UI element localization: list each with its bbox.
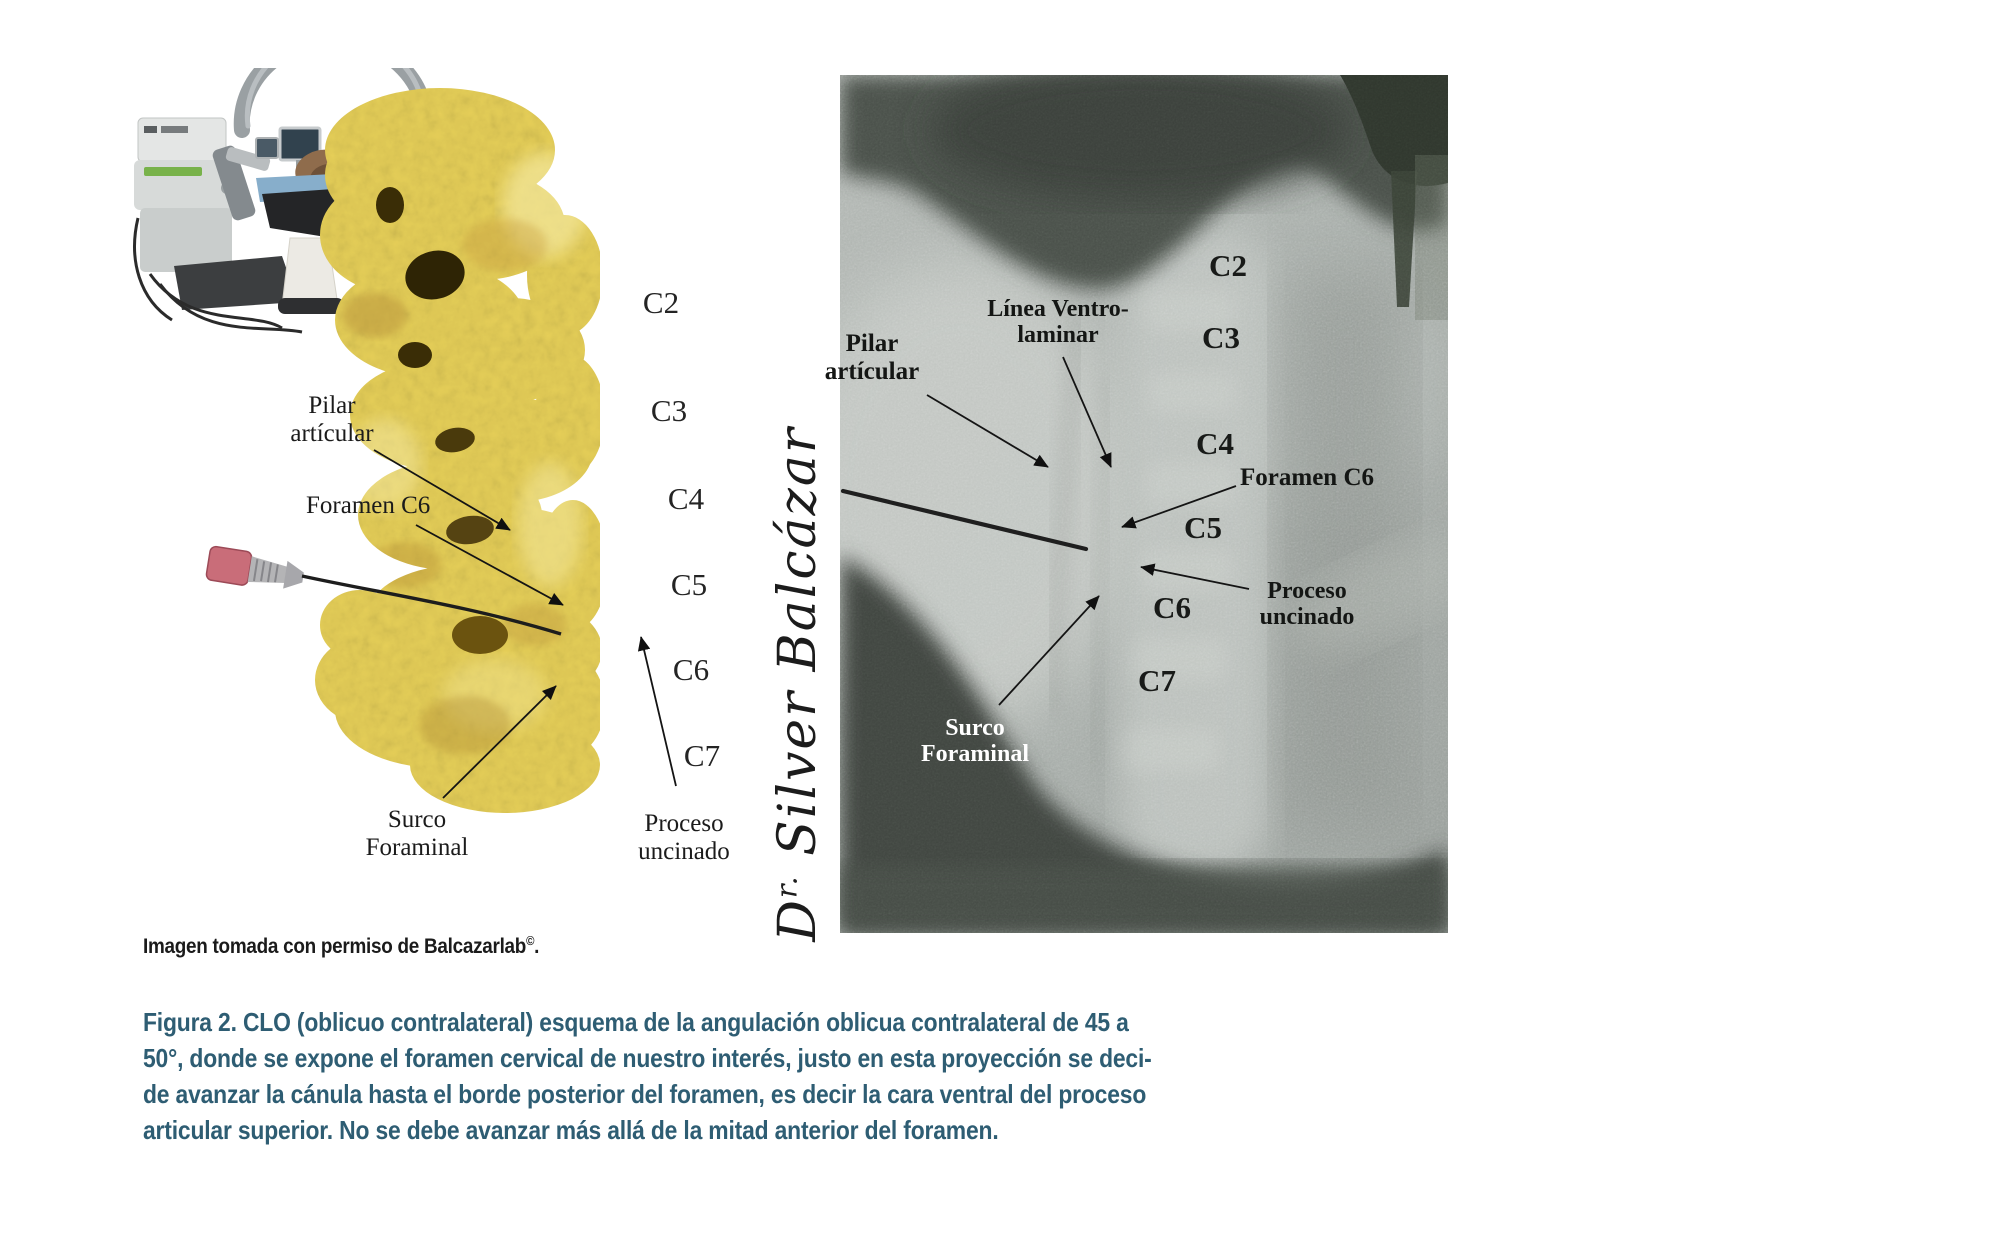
signature-dr-silver-balcazar bbox=[768, 404, 832, 964]
bone-label-surco-foraminal: Surco Foraminal bbox=[365, 806, 469, 861]
caption-line-4: articular superior. No se debe avanzar más allá de la mitad anterior del foramen. bbox=[143, 1115, 999, 1145]
signature-prefix: D bbox=[768, 898, 828, 942]
bone-vertebra-c3: C3 bbox=[650, 393, 688, 428]
xray-label-proceso-uncinado: Proceso uncinado bbox=[1259, 578, 1355, 631]
bone-label-foramen-c6: Foramen C6 bbox=[306, 492, 431, 519]
xray-vertebra-c2: C2 bbox=[1209, 248, 1247, 283]
bone-label-proceso-uncinado: Proceso uncinado bbox=[638, 810, 730, 865]
image-credit bbox=[143, 934, 539, 959]
needle-hub-pink-cap bbox=[206, 546, 253, 586]
signature-name: Silver Balcázar bbox=[768, 426, 828, 875]
caption-line-3: de avanzar la cánula hasta el borde posterior del foramen, es decir la cara ventral del proceso bbox=[143, 1079, 1147, 1109]
xray-image bbox=[840, 75, 1448, 933]
bone-texture bbox=[315, 85, 600, 815]
xray-vertebra-c6: C6 bbox=[1153, 590, 1191, 625]
xray-label-foramen-c6: Foramen C6 bbox=[1240, 464, 1374, 491]
bone-model-photo bbox=[315, 85, 600, 815]
xray-vertebra-c7: C7 bbox=[1138, 663, 1176, 698]
xray-vertebra-c3: C3 bbox=[1202, 320, 1240, 355]
xray-label-pilar-articular: Pilar artícular bbox=[824, 330, 920, 385]
bone-vertebra-c6: C6 bbox=[672, 652, 710, 687]
xray-label-surco-foraminal: Surco Foraminal bbox=[921, 715, 1029, 768]
xray-vertebra-c5: C5 bbox=[1184, 510, 1222, 545]
bone-arrow-proceso bbox=[641, 637, 676, 786]
figure-caption bbox=[143, 1004, 1152, 1148]
caption-line-2: 50°, donde se expone el foramen cervical de nuestro interés, justo en esta proyección se deci- bbox=[143, 1043, 1152, 1073]
xray-vertebra-c4: C4 bbox=[1196, 426, 1234, 461]
xray-label-linea-ventrolaminar: Línea Ventro-laminar bbox=[987, 296, 1129, 349]
bone-vertebra-c4: C4 bbox=[667, 481, 705, 516]
copyright-symbol: © bbox=[526, 934, 535, 948]
caption-line-1: Figura 2. CLO (oblicuo contralateral) esquema de la angulación oblicua contralateral de 45 a bbox=[143, 1007, 1129, 1037]
bone-label-pilar-articular: Pilar artícular bbox=[290, 392, 374, 447]
bone-vertebra-c2: C2 bbox=[642, 285, 680, 320]
signature-superscript: r. bbox=[769, 874, 804, 899]
credit-period: . bbox=[534, 935, 540, 958]
bone-vertebra-c5: C5 bbox=[670, 567, 708, 602]
bone-vertebra-c7: C7 bbox=[683, 738, 721, 773]
credit-text: Imagen tomada con permiso de Balcazarlab bbox=[143, 935, 527, 958]
